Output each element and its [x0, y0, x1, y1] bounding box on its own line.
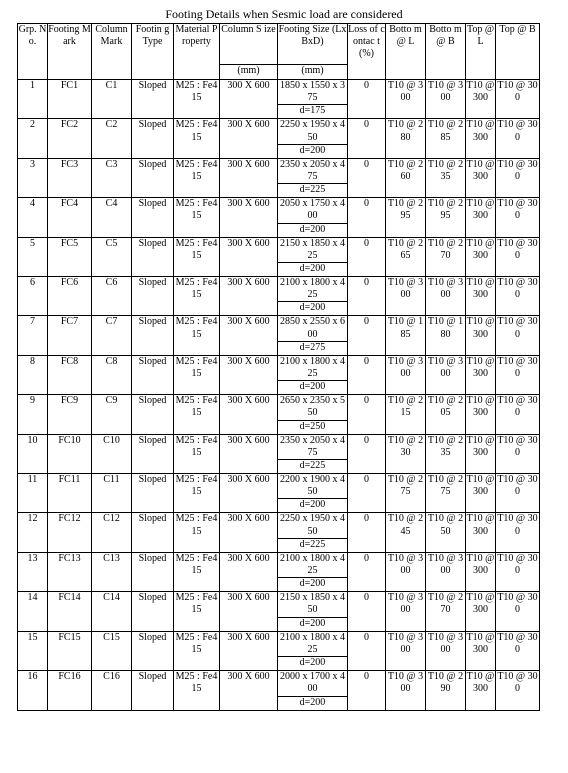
footing-size-cell: 2350 x 2050 x 475	[278, 158, 348, 183]
footing-type-cell: Sloped	[132, 592, 174, 631]
footing-mark-cell: FC7	[48, 316, 92, 355]
grp-cell: 6	[18, 277, 48, 316]
footing-size-cell: 2200 x 1900 x 450	[278, 474, 348, 499]
material-cell: M25 : Fe415	[174, 671, 220, 710]
table-row	[18, 434, 540, 459]
loss-cell: 0	[348, 592, 386, 631]
column-size-cell: 300 X 600	[220, 355, 278, 394]
footing-type-cell: Sloped	[132, 277, 174, 316]
loss-cell: 0	[348, 80, 386, 119]
footing-size-cell: 2100 x 1800 x 425	[278, 355, 348, 380]
bottom-b-cell: T10 @ 285	[426, 119, 466, 158]
column-size-cell: 300 X 600	[220, 592, 278, 631]
footing-depth-cell: d=200	[278, 696, 348, 710]
table-title: Footing Details when Sesmic load are considered	[165, 7, 403, 21]
column-mark-cell: C12	[92, 513, 132, 552]
footing-mark-cell: FC16	[48, 671, 92, 710]
footing-depth-cell: d=225	[278, 460, 348, 474]
column-size-cell: 300 X 600	[220, 513, 278, 552]
grp-cell: 11	[18, 474, 48, 513]
header-grp-no: Grp. No.	[18, 24, 48, 80]
loss-cell: 0	[348, 237, 386, 276]
material-cell: M25 : Fe415	[174, 592, 220, 631]
bottom-b-cell: T10 @ 300	[426, 80, 466, 119]
table-row	[18, 631, 540, 656]
footing-mark-cell: FC11	[48, 474, 92, 513]
bottom-l-cell: T10 @ 300	[386, 552, 426, 591]
unit-footing-size: (mm)	[278, 65, 348, 80]
footing-mark-cell: FC5	[48, 237, 92, 276]
grp-cell: 10	[18, 434, 48, 473]
footing-details-table	[17, 23, 540, 711]
footing-type-cell: Sloped	[132, 513, 174, 552]
bottom-l-cell: T10 @ 300	[386, 80, 426, 119]
bottom-b-cell: T10 @ 300	[426, 552, 466, 591]
material-cell: M25 : Fe415	[174, 158, 220, 197]
column-size-cell: 300 X 600	[220, 119, 278, 158]
bottom-l-cell: T10 @ 230	[386, 434, 426, 473]
column-mark-cell: C2	[92, 119, 132, 158]
bottom-b-cell: T10 @ 270	[426, 237, 466, 276]
table-row	[18, 592, 540, 617]
footing-depth-cell: d=225	[278, 184, 348, 198]
grp-cell: 9	[18, 395, 48, 434]
loss-cell: 0	[348, 631, 386, 670]
loss-cell: 0	[348, 434, 386, 473]
footing-type-cell: Sloped	[132, 671, 174, 710]
table-body	[18, 80, 540, 711]
table-row	[18, 395, 540, 420]
column-mark-cell: C5	[92, 237, 132, 276]
table-row	[18, 355, 540, 380]
footing-depth-cell: d=200	[278, 144, 348, 158]
top-b-cell: T10 @ 300	[496, 316, 540, 355]
material-cell: M25 : Fe415	[174, 316, 220, 355]
footing-mark-cell: FC2	[48, 119, 92, 158]
top-l-cell: T10 @ 300	[466, 434, 496, 473]
footing-type-cell: Sloped	[132, 237, 174, 276]
grp-cell: 2	[18, 119, 48, 158]
column-mark-cell: C14	[92, 592, 132, 631]
footing-depth-cell: d=175	[278, 105, 348, 119]
column-mark-cell: C1	[92, 80, 132, 119]
column-size-cell: 300 X 600	[220, 395, 278, 434]
column-size-cell: 300 X 600	[220, 198, 278, 237]
top-l-cell: T10 @ 300	[466, 237, 496, 276]
loss-cell: 0	[348, 395, 386, 434]
bottom-b-cell: T10 @ 205	[426, 395, 466, 434]
footing-type-cell: Sloped	[132, 316, 174, 355]
grp-cell: 5	[18, 237, 48, 276]
footing-type-cell: Sloped	[132, 474, 174, 513]
material-cell: M25 : Fe415	[174, 552, 220, 591]
footing-type-cell: Sloped	[132, 198, 174, 237]
loss-cell: 0	[348, 158, 386, 197]
bottom-l-cell: T10 @ 295	[386, 198, 426, 237]
footing-type-cell: Sloped	[132, 552, 174, 591]
loss-cell: 0	[348, 513, 386, 552]
table-row	[18, 80, 540, 105]
footing-depth-cell: d=250	[278, 420, 348, 434]
footing-type-cell: Sloped	[132, 631, 174, 670]
table-row	[18, 119, 540, 144]
header-footing-type: Footin g Type	[132, 24, 174, 80]
footing-depth-cell: d=200	[278, 657, 348, 671]
footing-size-cell: 2150 x 1850 x 425	[278, 237, 348, 262]
top-b-cell: T10 @ 300	[496, 198, 540, 237]
footing-depth-cell: d=200	[278, 499, 348, 513]
footing-type-cell: Sloped	[132, 158, 174, 197]
column-size-cell: 300 X 600	[220, 237, 278, 276]
material-cell: M25 : Fe415	[174, 277, 220, 316]
bottom-b-cell: T10 @ 300	[426, 355, 466, 394]
column-mark-cell: C13	[92, 552, 132, 591]
footing-depth-cell: d=200	[278, 617, 348, 631]
column-size-cell: 300 X 600	[220, 631, 278, 670]
footing-mark-cell: FC14	[48, 592, 92, 631]
bottom-l-cell: T10 @ 280	[386, 119, 426, 158]
top-b-cell: T10 @ 300	[496, 80, 540, 119]
top-l-cell: T10 @ 300	[466, 316, 496, 355]
top-b-cell: T10 @ 300	[496, 355, 540, 394]
loss-cell: 0	[348, 671, 386, 710]
loss-cell: 0	[348, 316, 386, 355]
grp-cell: 3	[18, 158, 48, 197]
footing-type-cell: Sloped	[132, 434, 174, 473]
top-b-cell: T10 @ 300	[496, 592, 540, 631]
bottom-l-cell: T10 @ 215	[386, 395, 426, 434]
footing-size-cell: 2000 x 1700 x 400	[278, 671, 348, 696]
header-top-b: Top @ B	[496, 24, 540, 80]
bottom-b-cell: T10 @ 290	[426, 671, 466, 710]
top-l-cell: T10 @ 300	[466, 631, 496, 670]
header-loss-of-contact: Loss of contac t (%)	[348, 24, 386, 80]
footing-type-cell: Sloped	[132, 119, 174, 158]
footing-mark-cell: FC8	[48, 355, 92, 394]
material-cell: M25 : Fe415	[174, 119, 220, 158]
top-b-cell: T10 @ 300	[496, 671, 540, 710]
material-cell: M25 : Fe415	[174, 474, 220, 513]
table-row	[18, 158, 540, 183]
bottom-l-cell: T10 @ 300	[386, 277, 426, 316]
header-top-l: Top @ L	[466, 24, 496, 80]
footing-size-cell: 2250 x 1950 x 450	[278, 513, 348, 538]
bottom-b-cell: T10 @ 270	[426, 592, 466, 631]
top-l-cell: T10 @ 300	[466, 513, 496, 552]
top-l-cell: T10 @ 300	[466, 80, 496, 119]
footing-mark-cell: FC15	[48, 631, 92, 670]
top-l-cell: T10 @ 300	[466, 119, 496, 158]
bottom-l-cell: T10 @ 260	[386, 158, 426, 197]
footing-type-cell: Sloped	[132, 355, 174, 394]
header-footing-size: Footing Size (LxBxD)	[278, 24, 348, 65]
table-row	[18, 513, 540, 538]
footing-mark-cell: FC3	[48, 158, 92, 197]
column-mark-cell: C3	[92, 158, 132, 197]
top-l-cell: T10 @ 300	[466, 474, 496, 513]
bottom-l-cell: T10 @ 300	[386, 631, 426, 670]
top-b-cell: T10 @ 300	[496, 631, 540, 670]
header-bottom-b: Botto m @ B	[426, 24, 466, 80]
bottom-l-cell: T10 @ 265	[386, 237, 426, 276]
column-size-cell: 300 X 600	[220, 80, 278, 119]
footing-depth-cell: d=200	[278, 263, 348, 277]
material-cell: M25 : Fe415	[174, 395, 220, 434]
column-mark-cell: C8	[92, 355, 132, 394]
header-column-size: Column S ize	[220, 24, 278, 65]
footing-depth-cell: d=200	[278, 578, 348, 592]
bottom-b-cell: T10 @ 250	[426, 513, 466, 552]
column-mark-cell: C4	[92, 198, 132, 237]
bottom-l-cell: T10 @ 185	[386, 316, 426, 355]
footing-mark-cell: FC6	[48, 277, 92, 316]
column-size-cell: 300 X 600	[220, 316, 278, 355]
top-b-cell: T10 @ 300	[496, 237, 540, 276]
footing-size-cell: 2650 x 2350 x 550	[278, 395, 348, 420]
header-bottom-l: Botto m @ L	[386, 24, 426, 80]
top-l-cell: T10 @ 300	[466, 277, 496, 316]
grp-cell: 12	[18, 513, 48, 552]
bottom-b-cell: T10 @ 275	[426, 474, 466, 513]
bottom-l-cell: T10 @ 245	[386, 513, 426, 552]
bottom-l-cell: T10 @ 300	[386, 592, 426, 631]
top-l-cell: T10 @ 300	[466, 355, 496, 394]
header-material-property: Material Property	[174, 24, 220, 80]
footing-mark-cell: FC4	[48, 198, 92, 237]
top-l-cell: T10 @ 300	[466, 671, 496, 710]
grp-cell: 1	[18, 80, 48, 119]
footing-size-cell: 2100 x 1800 x 425	[278, 277, 348, 302]
top-b-cell: T10 @ 300	[496, 474, 540, 513]
footing-size-cell: 2250 x 1950 x 450	[278, 119, 348, 144]
loss-cell: 0	[348, 198, 386, 237]
header-column-mark: Column Mark	[92, 24, 132, 80]
footing-size-cell: 2150 x 1850 x 450	[278, 592, 348, 617]
table-row	[18, 552, 540, 577]
top-l-cell: T10 @ 300	[466, 158, 496, 197]
material-cell: M25 : Fe415	[174, 198, 220, 237]
footing-size-cell: 2100 x 1800 x 425	[278, 552, 348, 577]
bottom-b-cell: T10 @ 300	[426, 631, 466, 670]
material-cell: M25 : Fe415	[174, 355, 220, 394]
top-b-cell: T10 @ 300	[496, 277, 540, 316]
top-b-cell: T10 @ 300	[496, 119, 540, 158]
column-size-cell: 300 X 600	[220, 277, 278, 316]
bottom-b-cell: T10 @ 235	[426, 158, 466, 197]
bottom-b-cell: T10 @ 235	[426, 434, 466, 473]
top-b-cell: T10 @ 300	[496, 552, 540, 591]
header-footing-mark: Footing Mark	[48, 24, 92, 80]
column-size-cell: 300 X 600	[220, 552, 278, 591]
loss-cell: 0	[348, 119, 386, 158]
column-size-cell: 300 X 600	[220, 158, 278, 197]
bottom-l-cell: T10 @ 300	[386, 671, 426, 710]
table-row	[18, 277, 540, 302]
footing-depth-cell: d=225	[278, 538, 348, 552]
footing-size-cell: 2100 x 1800 x 425	[278, 631, 348, 656]
column-mark-cell: C15	[92, 631, 132, 670]
footing-mark-cell: FC9	[48, 395, 92, 434]
top-l-cell: T10 @ 300	[466, 198, 496, 237]
bottom-b-cell: T10 @ 300	[426, 277, 466, 316]
table-row	[18, 474, 540, 499]
footing-depth-cell: d=200	[278, 381, 348, 395]
column-mark-cell: C16	[92, 671, 132, 710]
footing-mark-cell: FC12	[48, 513, 92, 552]
top-l-cell: T10 @ 300	[466, 395, 496, 434]
table-row	[18, 237, 540, 262]
footing-type-cell: Sloped	[132, 80, 174, 119]
bottom-l-cell: T10 @ 300	[386, 355, 426, 394]
footing-size-cell: 2050 x 1750 x 400	[278, 198, 348, 223]
header-row	[18, 24, 540, 65]
column-mark-cell: C11	[92, 474, 132, 513]
top-l-cell: T10 @ 300	[466, 552, 496, 591]
column-mark-cell: C9	[92, 395, 132, 434]
top-b-cell: T10 @ 300	[496, 513, 540, 552]
material-cell: M25 : Fe415	[174, 513, 220, 552]
material-cell: M25 : Fe415	[174, 434, 220, 473]
unit-column-size: (mm)	[220, 65, 278, 80]
footing-mark-cell: FC13	[48, 552, 92, 591]
footing-size-cell: 1850 x 1550 x 375	[278, 80, 348, 105]
bottom-b-cell: T10 @ 180	[426, 316, 466, 355]
column-mark-cell: C10	[92, 434, 132, 473]
grp-cell: 13	[18, 552, 48, 591]
bottom-b-cell: T10 @ 295	[426, 198, 466, 237]
table-row	[18, 671, 540, 696]
grp-cell: 4	[18, 198, 48, 237]
column-size-cell: 300 X 600	[220, 671, 278, 710]
footing-size-cell: 2350 x 2050 x 475	[278, 434, 348, 459]
top-b-cell: T10 @ 300	[496, 434, 540, 473]
top-b-cell: T10 @ 300	[496, 395, 540, 434]
bottom-l-cell: T10 @ 275	[386, 474, 426, 513]
footing-size-cell: 2850 x 2550 x 600	[278, 316, 348, 341]
table-row	[18, 198, 540, 223]
footing-depth-cell: d=200	[278, 302, 348, 316]
footing-depth-cell: d=200	[278, 223, 348, 237]
footing-mark-cell: FC1	[48, 80, 92, 119]
column-mark-cell: C6	[92, 277, 132, 316]
footing-type-cell: Sloped	[132, 395, 174, 434]
column-size-cell: 300 X 600	[220, 474, 278, 513]
top-b-cell: T10 @ 300	[496, 158, 540, 197]
loss-cell: 0	[348, 355, 386, 394]
grp-cell: 14	[18, 592, 48, 631]
loss-cell: 0	[348, 474, 386, 513]
footing-mark-cell: FC10	[48, 434, 92, 473]
table-row	[18, 316, 540, 341]
grp-cell: 15	[18, 631, 48, 670]
top-l-cell: T10 @ 300	[466, 592, 496, 631]
material-cell: M25 : Fe415	[174, 80, 220, 119]
material-cell: M25 : Fe415	[174, 631, 220, 670]
grp-cell: 7	[18, 316, 48, 355]
loss-cell: 0	[348, 552, 386, 591]
column-size-cell: 300 X 600	[220, 434, 278, 473]
column-mark-cell: C7	[92, 316, 132, 355]
material-cell: M25 : Fe415	[174, 237, 220, 276]
grp-cell: 16	[18, 671, 48, 710]
grp-cell: 8	[18, 355, 48, 394]
footing-depth-cell: d=275	[278, 341, 348, 355]
loss-cell: 0	[348, 277, 386, 316]
